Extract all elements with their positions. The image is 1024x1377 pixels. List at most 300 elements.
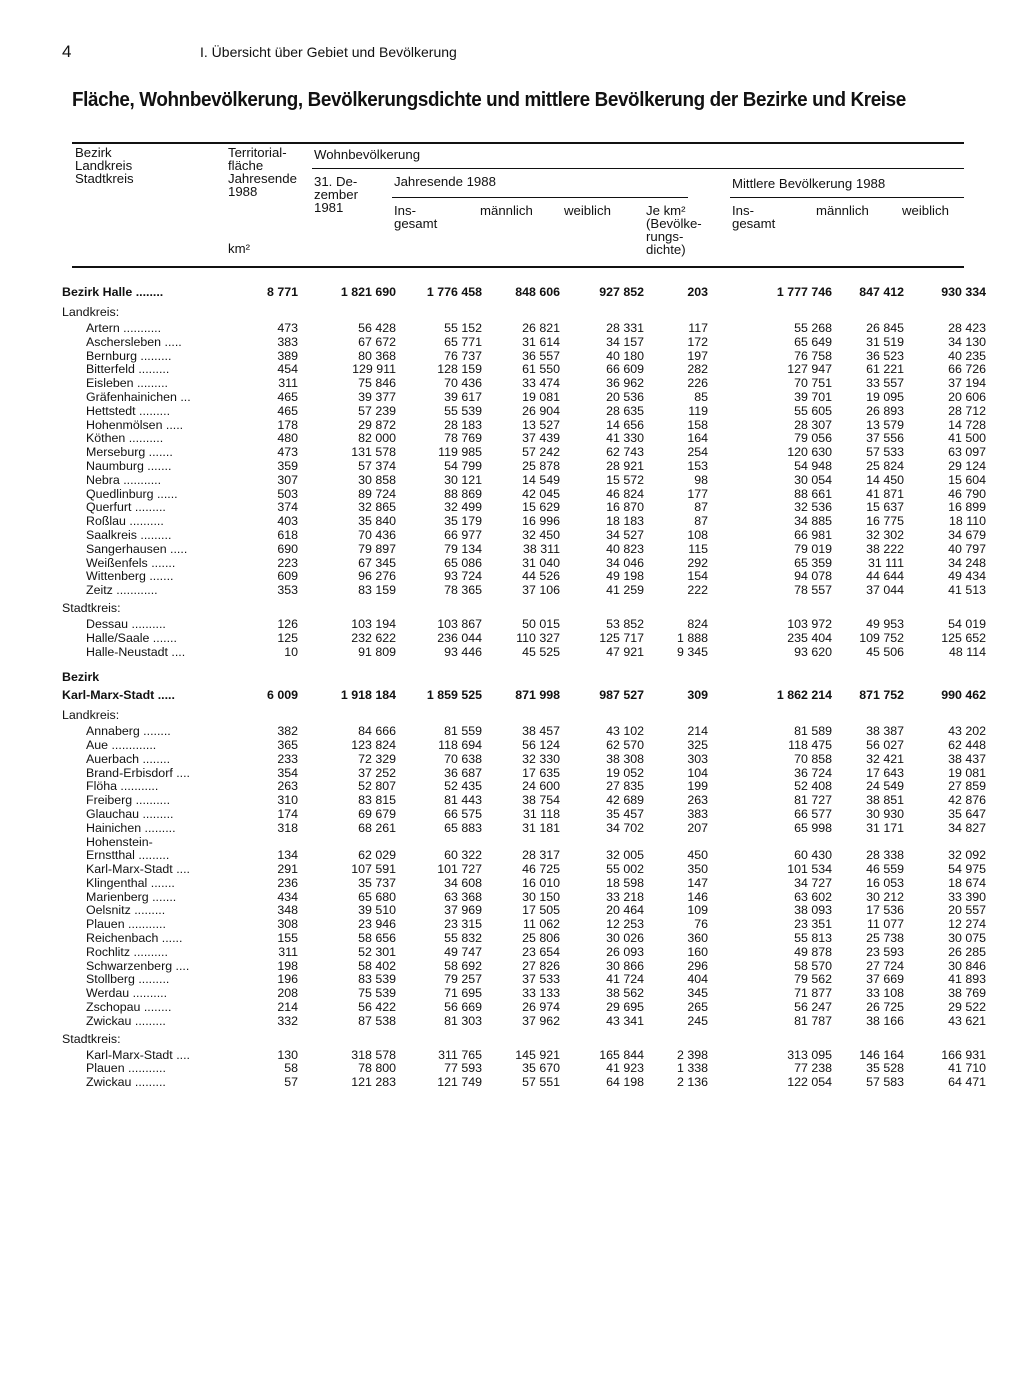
value-cell: 303 [687,752,708,766]
value-cell: 57 551 [522,1076,560,1090]
value-cell: 34 157 [606,335,644,349]
value-cell: 64 198 [606,1076,644,1090]
table-row [62,474,986,488]
value-cell: 34 527 [606,528,644,542]
value-cell: 31 181 [522,821,560,835]
table-row [62,363,986,377]
value-cell: 11 062 [523,918,560,932]
value-cell: 30 121 [444,473,482,487]
value-cell: 57 [284,1076,298,1090]
value-cell: 146 [687,890,708,904]
value-cell: 81 303 [444,1014,482,1028]
table-row [62,780,986,794]
value-cell: 63 602 [794,890,832,904]
value-cell: 28 307 [794,418,832,432]
value-cell [904,1029,986,1049]
value-cell: 36 687 [444,766,482,780]
value-cell: 46 824 [606,487,644,501]
value-cell: 49 747 [444,945,482,959]
value-cell: 265 [687,1001,708,1015]
value-cell: 134 [277,849,298,863]
value-cell: 121 283 [351,1076,396,1090]
value-cell [396,302,482,322]
value-cell: 34 727 [794,876,832,890]
region-name: Bernburg ......... [86,349,172,363]
value-cell: 291 [277,863,298,877]
value-cell: 55 152 [444,322,482,335]
col-header-1981: 31. De- zember 1981 [314,174,358,215]
value-cell: 38 754 [522,794,560,808]
region-name: Halle/Saale ....... [86,631,177,645]
value-cell: 38 562 [606,987,644,1001]
value-cell: 55 002 [606,863,644,877]
value-cell: 34 130 [948,335,986,349]
value-cell: 70 858 [794,752,832,766]
table-row [62,877,986,891]
value-cell: 49 198 [606,570,644,584]
value-cell [238,1029,298,1049]
value-cell: 480 [277,432,298,446]
rule-header-bottom [72,266,964,268]
value-cell: 16 870 [606,501,644,515]
col-header-wohnbevoelkerung: Wohnbevölkerung [314,147,421,162]
value-cell: 55 832 [444,932,482,946]
value-cell: 37 194 [948,377,986,391]
table-row [62,973,986,987]
value-cell: 87 [694,501,708,515]
region-name: Saalkreis ......... [86,528,172,542]
col-header-maennlich: männlich [480,203,533,218]
value-cell: 58 570 [794,959,832,973]
value-cell: 15 637 [866,501,904,515]
value-cell: 69 679 [358,807,396,821]
col-header-area-unit: km² [228,241,250,256]
value-cell: 26 285 [948,945,986,959]
value-cell: 88 661 [794,487,832,501]
value-cell: 39 510 [358,904,396,918]
value-cell: 871 752 [859,688,904,703]
value-cell: 18 674 [948,876,986,890]
value-cell: 15 629 [522,501,560,515]
value-cell: 58 402 [358,959,396,973]
value-cell [644,302,708,322]
value-cell: 32 092 [948,849,986,863]
value-cell: 927 852 [599,285,644,299]
value-cell: 199 [687,780,708,794]
value-cell: 990 462 [941,688,986,703]
value-cell: 609 [277,570,298,584]
table-row [62,987,986,1001]
value-cell: 64 471 [948,1076,986,1090]
region-name: Bezirk [62,671,100,685]
value-cell: 41 724 [606,973,644,987]
value-cell: 83 815 [358,794,396,808]
col-header-mittlere-weiblich: weiblich [902,203,949,218]
value-cell: 32 005 [606,849,644,863]
value-cell: 32 536 [794,501,832,515]
value-cell: 29 124 [948,459,986,473]
value-cell [644,671,708,685]
value-cell: 62 029 [358,849,396,863]
value-cell [238,836,298,850]
region-name: Zschopau ........ [86,1001,172,1015]
value-cell: 28 423 [948,322,986,335]
value-cell: 35 457 [606,807,644,821]
value-cell: 166 931 [941,1048,986,1062]
value-cell: 101 727 [437,863,482,877]
value-cell: 93 620 [794,645,832,659]
value-cell: 25 806 [522,932,560,946]
table-row [62,753,986,767]
value-cell: 123 824 [351,738,396,752]
region-name: Stollberg ......... [86,973,170,987]
value-cell: 56 247 [794,1001,832,1015]
value-cell: 222 [687,584,708,598]
value-cell: 23 315 [444,918,482,932]
value-cell: 254 [687,446,708,460]
value-cell: 28 183 [444,418,482,432]
value-cell: 56 027 [866,738,904,752]
value-cell: 62 448 [948,738,986,752]
value-cell: 70 638 [444,752,482,766]
section-title: I. Übersicht über Gebiet und Bevölkerung [200,44,457,60]
value-cell: 66 577 [794,807,832,821]
value-cell: 56 124 [522,738,560,752]
table-row [62,446,986,460]
value-cell: 52 435 [444,780,482,794]
region-name: Sangerhausen ..... [86,542,188,556]
value-cell: 29 695 [606,1001,644,1015]
value-cell: 57 374 [358,459,396,473]
table-row [62,767,986,781]
value-cell: 30 150 [522,890,560,904]
rule-jahresende [392,197,688,198]
value-cell: 52 807 [358,780,396,794]
col-header-weiblich: weiblich [564,203,611,218]
value-cell: 65 086 [444,556,482,570]
value-cell: 39 377 [358,390,396,404]
value-cell: 60 322 [444,849,482,863]
value-cell: 30 866 [606,959,644,973]
value-cell: 54 019 [948,617,986,631]
value-cell: 14 450 [866,473,904,487]
value-cell: 43 341 [606,1014,644,1028]
value-cell: 41 893 [948,973,986,987]
value-cell: 49 953 [866,617,904,631]
value-cell: 33 557 [866,377,904,391]
value-cell: 1 862 214 [776,688,832,703]
table-row [62,501,986,515]
region-name: Hohenstein- [86,835,153,849]
value-cell: 28 921 [606,459,644,473]
value-cell: 40 797 [948,542,986,556]
value-cell: 63 097 [948,446,986,460]
value-cell: 354 [277,766,298,780]
value-cell: 67 672 [358,335,396,349]
col-header-region: Bezirk Landkreis Stadtkreis [75,145,134,186]
group-label-row [62,1029,986,1049]
value-cell: 93 446 [444,645,482,659]
value-cell: 45 525 [522,645,560,659]
value-cell: 296 [687,959,708,973]
value-cell: 79 897 [358,542,396,556]
region-name: Rochlitz .......... [86,945,168,959]
region-name: Stadtkreis: [62,1031,121,1046]
value-cell: 57 583 [866,1076,904,1090]
value-cell [832,1029,904,1049]
value-cell: 232 622 [351,631,396,645]
value-cell: 58 692 [444,959,482,973]
table-row [62,488,986,502]
value-cell: 25 738 [866,932,904,946]
value-cell: 96 276 [358,570,396,584]
region-name: Wittenberg ....... [86,570,174,584]
value-cell: 177 [687,487,708,501]
value-cell [708,671,832,685]
value-cell: 172 [687,335,708,349]
table-row [62,836,986,850]
value-cell: 309 [687,688,708,703]
value-cell: 16 899 [948,501,986,515]
value-cell: 35 737 [358,876,396,890]
region-name: Karl-Marx-Stadt .... [86,1048,190,1062]
value-cell [560,836,644,850]
region-name: Merseburg ....... [86,446,173,460]
value-cell: 178 [277,418,298,432]
value-cell: 207 [687,821,708,835]
value-cell: 78 365 [444,584,482,598]
value-cell: 987 527 [599,688,644,703]
region-name: Aschersleben ..... [86,335,182,349]
value-cell: 263 [687,794,708,808]
value-cell: 20 464 [606,904,644,918]
value-cell: 101 534 [787,863,832,877]
table-row [62,529,986,543]
value-cell: 36 724 [794,766,832,780]
value-cell: 110 327 [516,631,560,645]
value-cell: 76 [694,918,708,932]
value-cell: 33 218 [606,890,644,904]
value-cell: 37 106 [522,584,560,598]
value-cell: 197 [687,349,708,363]
value-cell: 29 872 [358,418,396,432]
value-cell: 27 724 [866,959,904,973]
table-row [62,822,986,836]
value-cell: 165 844 [599,1048,644,1062]
value-cell: 33 108 [866,987,904,1001]
value-cell: 40 235 [948,349,986,363]
table-row [62,932,986,946]
table-row [62,618,986,632]
value-cell: 65 359 [794,556,832,570]
value-cell: 48 114 [949,645,986,659]
value-cell: 38 851 [866,794,904,808]
value-cell: 618 [277,528,298,542]
value-cell: 109 [687,904,708,918]
value-cell: 17 643 [866,766,904,780]
value-cell: 94 078 [794,570,832,584]
value-cell: 83 159 [358,584,396,598]
value-cell [904,836,986,850]
value-cell: 54 975 [948,863,986,877]
rule-mittlere [730,197,964,198]
value-cell: 122 054 [787,1076,832,1090]
table-row [62,419,986,433]
value-cell: 2 398 [676,1048,708,1062]
table-row [62,1049,986,1063]
value-cell: 8 771 [266,285,298,299]
page-number: 4 [62,42,72,61]
value-cell: 45 506 [866,645,904,659]
value-cell [238,671,298,685]
value-cell: 27 859 [948,780,986,794]
value-cell: 42 876 [948,794,986,808]
value-cell: 55 539 [444,404,482,418]
region-name: Plauen ........... [86,918,166,932]
region-name: Bezirk Halle ........ [62,285,164,299]
value-cell: 80 368 [358,349,396,363]
value-cell: 308 [277,918,298,932]
value-cell: 66 609 [606,363,644,377]
value-cell [482,598,560,618]
value-cell: 6 009 [266,688,298,703]
table-row [62,322,986,336]
value-cell: 263 [277,780,298,794]
region-name: Eisleben ......... [86,377,168,391]
value-cell: 85 [694,390,708,404]
value-cell: 26 093 [606,945,644,959]
value-cell: 76 737 [444,349,482,363]
region-name: Schwarzenberg .... [86,959,190,973]
rule-top [72,142,964,144]
value-cell: 307 [277,473,298,487]
value-cell: 13 527 [522,418,560,432]
table-row [62,946,986,960]
value-cell: 62 570 [606,738,644,752]
value-cell: 28 712 [948,404,986,418]
value-cell: 26 974 [522,1001,560,1015]
region-name: Zwickau ......... [86,1014,166,1028]
value-cell: 54 799 [444,459,482,473]
value-cell: 37 962 [522,1014,560,1028]
group-label-row [62,302,986,322]
value-cell: 9 345 [676,645,708,659]
value-cell: 292 [687,556,708,570]
value-cell: 37 556 [866,432,904,446]
value-cell [708,836,832,850]
value-cell: 17 536 [866,904,904,918]
col-header-jahresende-1988: Jahresende 1988 [394,174,496,189]
value-cell: 12 274 [948,918,986,932]
region-name: Hainichen ......... [86,821,176,835]
value-cell [482,302,560,322]
value-cell: 27 826 [522,959,560,973]
value-cell: 31 614 [522,335,560,349]
table-row [62,918,986,932]
table-row [62,282,986,302]
value-cell: 20 536 [606,390,644,404]
value-cell: 318 578 [351,1048,396,1062]
region-name: Gräfenhainichen ... [86,390,191,404]
value-cell [904,598,986,618]
value-cell: 98 [694,473,708,487]
value-cell: 18 598 [606,876,644,890]
population-table [62,282,986,1090]
table-row [62,543,986,557]
value-cell [560,1029,644,1049]
table-row [62,794,986,808]
value-cell: 81 443 [444,794,482,808]
value-cell [832,705,904,725]
value-cell [644,598,708,618]
value-cell: 125 652 [941,631,986,645]
value-cell: 310 [277,794,298,808]
table-row [62,1015,986,1029]
value-cell: 55 268 [794,322,832,335]
value-cell: 235 404 [787,631,832,645]
region-name: Flöha ........... [86,780,159,794]
value-cell: 30 846 [948,959,986,973]
value-cell: 37 669 [866,973,904,987]
value-cell: 127 947 [787,363,832,377]
value-cell: 824 [687,617,708,631]
value-cell: 103 867 [437,617,482,631]
value-cell [298,671,396,685]
value-cell: 318 [277,821,298,835]
value-cell: 78 800 [358,1062,396,1076]
table-row [62,849,986,863]
value-cell: 18 183 [606,515,644,529]
value-cell: 103 194 [351,617,396,631]
value-cell: 38 437 [948,752,986,766]
value-cell: 66 726 [948,363,986,377]
value-cell [904,705,986,725]
value-cell: 57 533 [866,446,904,460]
region-name: Roßlau .......... [86,515,164,529]
value-cell: 311 [278,377,298,391]
value-cell [396,598,482,618]
value-cell: 450 [687,849,708,863]
value-cell: 35 840 [358,515,396,529]
value-cell: 15 604 [948,473,986,487]
value-cell [238,705,298,725]
value-cell: 43 621 [948,1014,986,1028]
value-cell: 34 827 [948,821,986,835]
value-cell [482,1029,560,1049]
table-row [62,557,986,571]
region-name: Annaberg ........ [86,725,171,739]
value-cell [708,1029,832,1049]
value-cell: 365 [277,738,298,752]
value-cell: 16 010 [522,876,560,890]
value-cell: 81 787 [794,1014,832,1028]
value-cell: 233 [277,752,298,766]
value-cell: 26 821 [522,322,560,335]
value-cell: 91 809 [358,645,396,659]
value-cell: 214 [277,1001,298,1015]
value-cell [832,598,904,618]
value-cell: 56 422 [358,1001,396,1015]
value-cell [396,836,482,850]
table-row [62,960,986,974]
value-cell: 40 180 [606,349,644,363]
value-cell: 42 045 [522,487,560,501]
gap-cell [62,659,986,671]
value-cell: 16 775 [866,515,904,529]
value-cell: 383 [277,335,298,349]
value-cell: 14 728 [948,418,986,432]
value-cell: 27 835 [606,780,644,794]
